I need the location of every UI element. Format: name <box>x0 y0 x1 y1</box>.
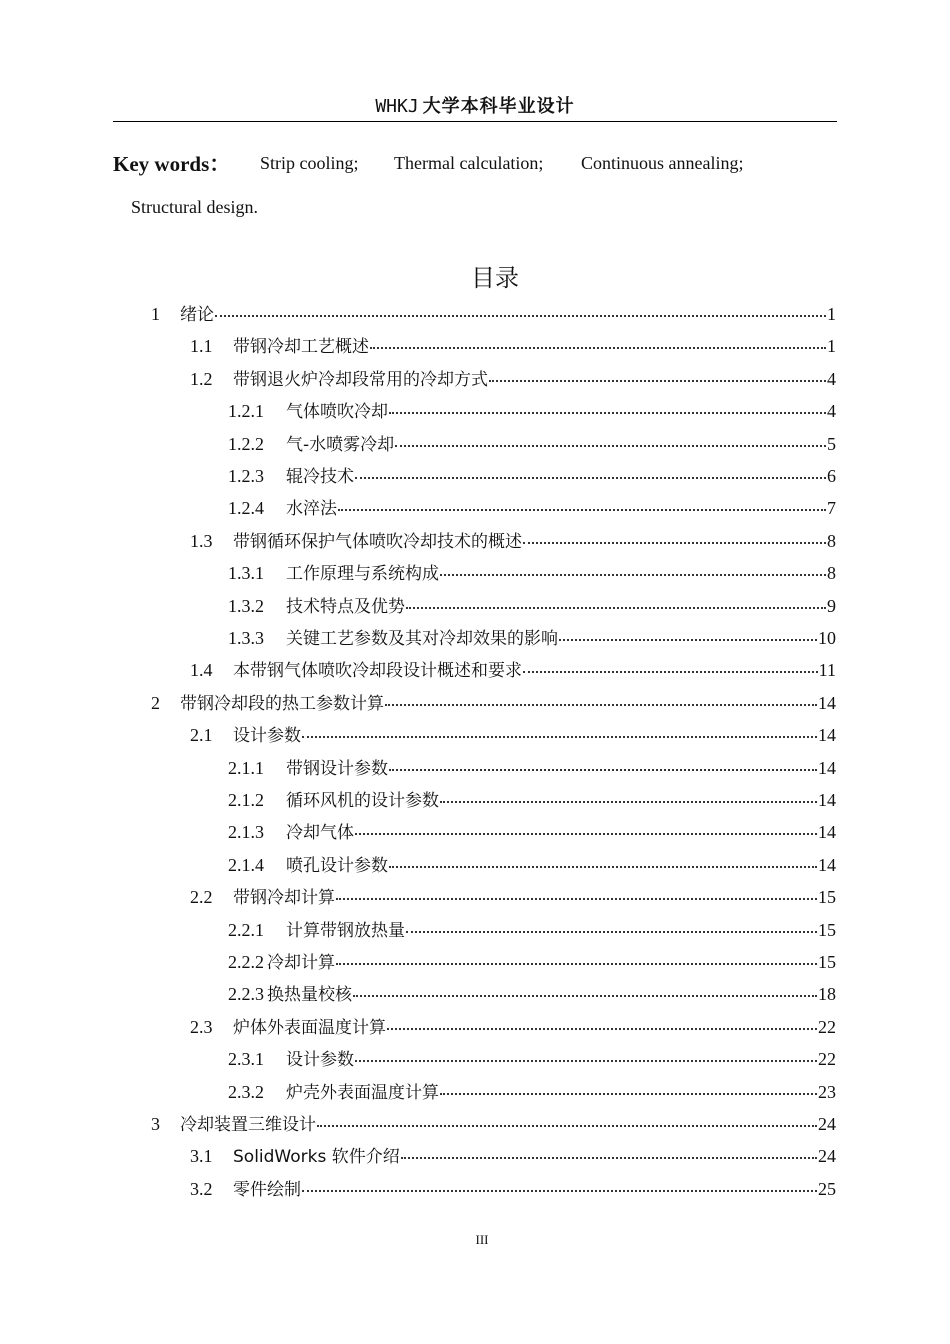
keyword-item: Thermal calculation; <box>394 153 544 173</box>
toc-entry[interactable] <box>228 494 836 522</box>
toc-entry-page: 24 <box>818 1114 836 1134</box>
toc-entry-number: 1.2.4 <box>228 498 264 519</box>
toc-entry-page: 14 <box>818 757 836 778</box>
toc-leader-dots <box>389 769 817 771</box>
toc-leader-dots <box>440 574 826 576</box>
toc-entry-title: 带钢设计参数 <box>286 758 388 779</box>
toc-entry[interactable] <box>190 1013 836 1041</box>
toc-entry-number: 1.2.3 <box>228 466 264 486</box>
toc-entry-number: 3.2 <box>190 1178 213 1199</box>
toc-entry[interactable] <box>228 786 836 814</box>
toc-leader-dots <box>440 801 817 803</box>
toc-entry-title: 零件绘制 <box>233 1179 301 1200</box>
toc-entry[interactable] <box>228 851 836 879</box>
toc-leader-dots <box>406 931 817 933</box>
toc-entry-title: 技术特点及优势 <box>286 596 405 617</box>
toc-entry-title: 带钢退火炉冷却段常用的冷却方式 <box>233 369 488 390</box>
toc-entry[interactable] <box>228 559 836 587</box>
toc-entry[interactable] <box>190 883 836 911</box>
toc-entry-title: 换热量校核 <box>267 985 352 1006</box>
toc-entry-page: 1 <box>827 304 836 324</box>
toc-entry-number: 2.1.4 <box>228 854 264 875</box>
toc-leader-dots <box>215 315 826 317</box>
toc-entry-title: 设计参数 <box>286 1050 354 1071</box>
toc-entry[interactable] <box>190 656 836 684</box>
toc-entry[interactable] <box>228 1078 836 1106</box>
toc-entry-page: 14 <box>818 725 836 746</box>
toc-entry-page: 8 <box>827 563 836 584</box>
toc-entry[interactable] <box>228 980 836 1008</box>
toc-leader-dots <box>523 671 818 673</box>
toc-entry-page: 15 <box>818 952 836 972</box>
toc-leader-dots <box>317 1125 817 1127</box>
toc-entry-page: 23 <box>818 1081 836 1102</box>
toc-entry-page: 10 <box>818 628 836 648</box>
toc-leader-dots <box>389 412 826 414</box>
toc-entry-title: 设计参数 <box>233 726 301 747</box>
keywords-label: Key words： <box>113 152 231 176</box>
toc-entry-page: 15 <box>818 887 836 908</box>
toc-entry[interactable] <box>228 948 836 976</box>
toc-entry-page: 14 <box>818 692 836 713</box>
keyword-item: Continuous annealing; <box>581 153 744 173</box>
toc-entry-number: 1.2.1 <box>228 401 264 422</box>
toc-entry-page: 15 <box>818 919 836 940</box>
toc-entry-page: 4 <box>827 401 836 422</box>
toc-entry-number: 2.2 <box>190 887 213 908</box>
toc-leader-dots <box>385 704 817 706</box>
toc-leader-dots <box>401 1157 817 1159</box>
toc-entry-title: 关键工艺参数及其对冷却效果的影响 <box>286 629 558 649</box>
toc-leader-dots <box>336 963 817 965</box>
toc-entry-title: 冷却气体 <box>286 823 354 844</box>
toc-leader-dots <box>406 607 826 609</box>
toc-entry-page: 9 <box>827 595 836 616</box>
toc-leader-dots <box>355 477 826 479</box>
toc-entry-title: 炉体外表面温度计算 <box>233 1017 386 1038</box>
toc-entry-number: 2.2.3 <box>228 984 264 1005</box>
toc-entry-number: 1.3.3 <box>228 628 264 648</box>
toc-entry[interactable] <box>228 624 836 652</box>
toc-entry-title: 循环风机的设计参数 <box>286 791 439 811</box>
toc-leader-dots <box>523 542 826 544</box>
toc-entry-number: 1.2 <box>190 368 213 389</box>
toc-entry-page: 8 <box>827 530 836 551</box>
toc-entry[interactable] <box>151 300 836 328</box>
toc-leader-dots <box>355 833 817 835</box>
toc-leader-dots <box>389 866 817 868</box>
toc-entry-page: 6 <box>827 466 836 486</box>
toc-entry[interactable] <box>228 430 836 458</box>
toc-entry[interactable] <box>151 1110 836 1138</box>
toc-leader-dots <box>338 509 826 511</box>
toc-leader-dots <box>353 995 817 997</box>
toc-entry-number: 1.3 <box>190 530 213 551</box>
toc-entry-title: 绪论 <box>180 305 214 325</box>
toc-entry-number: 2.2.1 <box>228 919 264 940</box>
toc-entry-number: 3 <box>151 1114 160 1134</box>
toc-leader-dots <box>302 736 817 738</box>
toc-entry-title: 带钢循环保护气体喷吹冷却技术的概述 <box>233 531 522 552</box>
toc-entry[interactable] <box>190 721 836 749</box>
toc-entry[interactable] <box>228 754 836 782</box>
toc-entry-page: 1 <box>827 336 836 357</box>
toc-entry[interactable] <box>190 527 836 555</box>
header-prefix: WHKJ <box>375 96 419 117</box>
toc-leader-dots <box>370 347 826 349</box>
toc-entry-page: 5 <box>827 433 836 454</box>
toc-entry[interactable] <box>228 397 836 425</box>
toc-entry[interactable] <box>228 1045 836 1073</box>
toc-entry[interactable] <box>190 365 836 393</box>
toc-entry-number: 2.3 <box>190 1016 213 1037</box>
toc-entry[interactable] <box>228 916 836 944</box>
toc-entry-page: 14 <box>818 790 836 810</box>
toc-entry-title: 气-水喷雾冷却 <box>286 434 395 455</box>
toc-entry[interactable] <box>190 332 836 360</box>
toc-entry-number: 2.1 <box>190 725 213 746</box>
toc-entry-number: 3.1 <box>190 1146 213 1167</box>
toc-entry-number: 2.1.3 <box>228 822 264 843</box>
toc-entry-title: 带钢冷却段的热工参数计算 <box>180 693 384 714</box>
toc-entry-number: 1.1 <box>190 336 213 357</box>
keyword-continuation: Structural design. <box>131 197 258 217</box>
toc-entry-number: 2.3.1 <box>228 1049 264 1070</box>
toc-entry-number: 1.4 <box>190 660 213 681</box>
toc-leader-dots <box>559 639 817 641</box>
toc-entry-page: 14 <box>818 822 836 843</box>
toc-leader-dots <box>395 445 826 447</box>
toc-entry-title: 气体喷吹冷却 <box>286 402 388 423</box>
toc-entry-page: 25 <box>818 1178 836 1199</box>
toc-entry-page: 14 <box>818 854 836 875</box>
toc-entry-number: 2.2.2 <box>228 952 264 972</box>
toc-entry-number: 2 <box>151 692 160 713</box>
toc-entry-title: 冷却装置三维设计 <box>180 1115 316 1135</box>
toc-entry-title: 计算带钢放热量 <box>286 920 405 941</box>
toc-leader-dots <box>387 1028 817 1030</box>
toc-entry-number: 1 <box>151 304 160 324</box>
toc-entry-page: 11 <box>818 660 836 681</box>
toc-entry-page: 22 <box>818 1049 836 1070</box>
toc-entry-title: 带钢冷却工艺概述 <box>233 337 369 358</box>
keyword-item: Strip cooling; <box>260 153 359 173</box>
toc-leader-dots <box>302 1190 817 1192</box>
toc-entry-page: 4 <box>827 368 836 389</box>
toc-entry-page: 24 <box>818 1146 836 1167</box>
toc-entry[interactable] <box>151 689 836 717</box>
toc-entry-title: 本带钢气体喷吹冷却段设计概述和要求 <box>233 661 522 682</box>
page-header <box>113 92 837 122</box>
header-title: 大学本科毕业设计 <box>422 96 575 117</box>
toc-entry-title: 辊冷技术 <box>286 467 354 487</box>
page-number: III <box>475 1232 489 1247</box>
toc-entry-title: 炉壳外表面温度计算 <box>286 1082 439 1103</box>
toc-entry-number: 1.3.2 <box>228 595 264 616</box>
toc-entry[interactable] <box>190 1175 836 1203</box>
toc-entry-page: 7 <box>827 498 836 519</box>
keywords-line <box>113 148 230 178</box>
toc-entry-title: 工作原理与系统构成 <box>286 564 439 585</box>
toc-entry-title: SolidWorks 软件介绍 <box>233 1147 400 1168</box>
toc-leader-dots <box>355 1060 817 1062</box>
toc-entry-page: 18 <box>818 984 836 1005</box>
toc-entry-number: 1.2.2 <box>228 433 264 454</box>
toc-entry[interactable] <box>228 462 836 490</box>
toc-entry-number: 2.3.2 <box>228 1081 264 1102</box>
toc-leader-dots <box>336 898 817 900</box>
toc-entry-title: 喷孔设计参数 <box>286 855 388 876</box>
toc-leader-dots <box>440 1093 817 1095</box>
toc-entry[interactable] <box>228 592 836 620</box>
toc-leader-dots <box>489 380 826 382</box>
toc-entry[interactable] <box>190 1142 836 1170</box>
toc-entry-page: 22 <box>818 1016 836 1037</box>
toc-entry-title: 冷却计算 <box>267 953 335 973</box>
toc-entry-number: 2.1.2 <box>228 790 264 810</box>
toc-entry[interactable] <box>228 818 836 846</box>
toc-entry-title: 水淬法 <box>286 499 337 520</box>
toc-entry-number: 2.1.1 <box>228 757 264 778</box>
toc-entry-title: 带钢冷却计算 <box>233 888 335 909</box>
toc-entry-number: 1.3.1 <box>228 563 264 584</box>
toc-title: 目录 <box>471 264 519 292</box>
